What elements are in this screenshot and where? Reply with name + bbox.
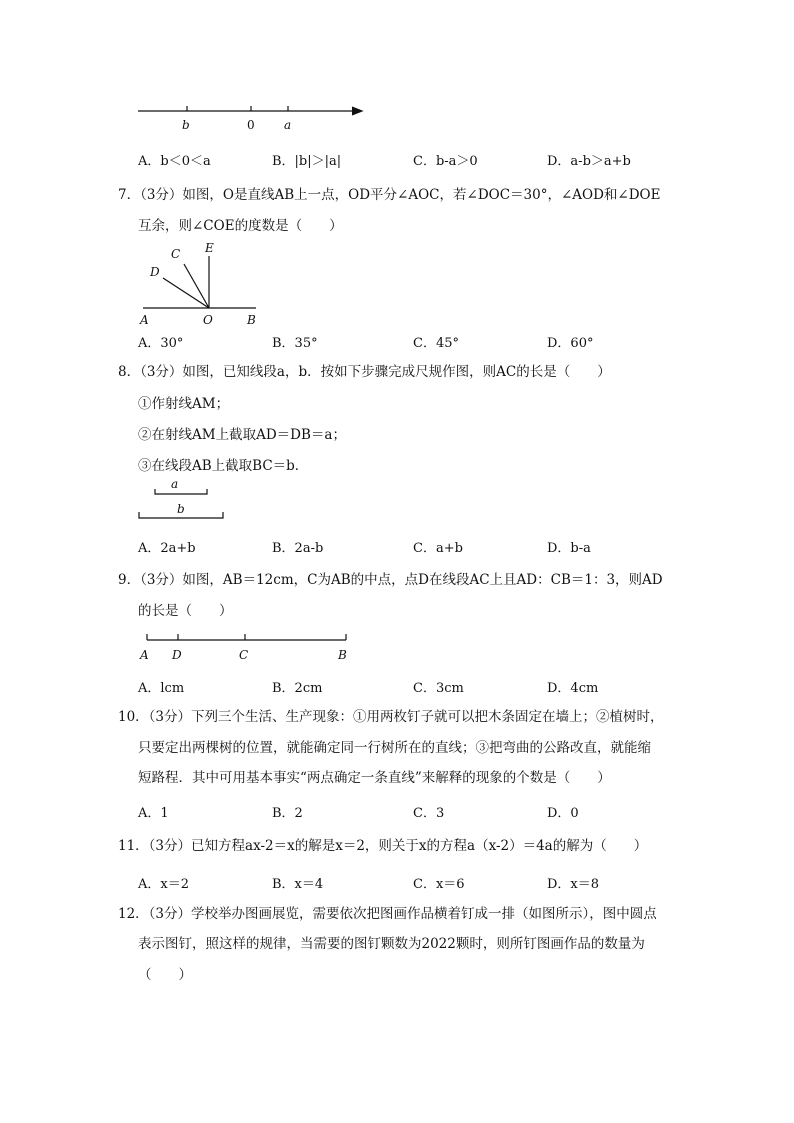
q12-stem-line1: 12．（3分）学校举办图画展览，需要依次把图画作品横着钉成一排（如图所示），图中圆点	[118, 906, 657, 922]
label-c: C	[239, 648, 249, 662]
q9-stem-line1: 9．（3分）如图，AB＝12cm，C为AB的中点，点D在线段AC上且AD：CB＝1：3，则AD	[118, 572, 663, 588]
number-line-label-b: b	[182, 118, 190, 132]
q11-option-d: D．x＝8	[547, 877, 600, 892]
q11-option-b: B．x＝4	[272, 877, 324, 892]
q11-option-c: C．x＝6	[413, 877, 465, 892]
q8-option-b: B．2a-b	[272, 541, 324, 556]
q9-option-b: B．2cm	[272, 681, 323, 696]
q6-option-d: D．a-b＞a+b	[547, 154, 631, 169]
q7-option-c: C．45°	[413, 336, 459, 351]
label-c: C	[171, 247, 181, 261]
q11-option-a: A．x＝2	[138, 877, 189, 892]
q10-stem-line2: 只要定出两棵树的位置，就能确定同一行树所在的直线；③把弯曲的公路改直，就能缩	[138, 740, 651, 756]
q6-option-c: C．b-a＞0	[413, 154, 478, 169]
q8-step1: ①作射线AM；	[138, 396, 230, 412]
segment-adcb-figure	[135, 628, 365, 664]
q7-option-a: A．30°	[138, 336, 184, 351]
q7-stem-line1: 7．（3分）如图，O是直线AB上一点，OD平分∠AOC，若∠DOC＝30°，∠AOD和∠DOE	[118, 187, 661, 203]
q10-stem-line1: 10．（3分）下列三个生活、生产现象：①用两枚钉子就可以把木条固定在墙上；②植树时，	[118, 709, 664, 725]
q8-option-d: D．b-a	[547, 541, 591, 556]
q7-stem-line2: 互余，则∠COE的度数是（ ）	[138, 218, 343, 234]
q6-option-b: B．|b|＞|a|	[272, 154, 342, 169]
label-o: O	[203, 313, 213, 327]
q9-option-d: D．4cm	[547, 681, 599, 696]
segment-a	[155, 489, 207, 494]
q9-option-c: C．3cm	[413, 681, 464, 696]
q7-option-b: B．35°	[272, 336, 318, 351]
q8-stem: 8．（3分）如图，已知线段a，b．按如下步骤完成尺规作图，则AC的长是（ ）	[118, 364, 611, 380]
ray-oc	[184, 264, 209, 308]
segments-figure	[135, 474, 235, 524]
label-a: A	[140, 648, 149, 662]
label-d: D	[172, 648, 182, 662]
q6-option-a: A．b＜0＜a	[138, 154, 211, 169]
angle-figure	[135, 238, 270, 328]
q7-option-d: D．60°	[547, 336, 594, 351]
q9-option-a: A．lcm	[138, 681, 185, 696]
label-b: B	[247, 313, 256, 327]
q8-option-a: A．2a+b	[138, 541, 196, 556]
q9-stem-line2: 的长是（ ）	[138, 603, 233, 619]
ray-od	[163, 278, 209, 308]
number-line-label-a: a	[284, 118, 292, 132]
q8-option-c: C．a+b	[413, 541, 463, 556]
number-line-figure	[130, 98, 380, 138]
label-d: D	[150, 265, 160, 279]
q10-option-b: B．2	[272, 806, 303, 821]
q12-stem-line3: （ ）	[138, 967, 192, 983]
segment-a-label: a	[171, 477, 179, 491]
segment-b-label: b	[177, 502, 185, 516]
q8-step3: ③在线段AB上截取BC＝b．	[138, 458, 309, 474]
q11-stem: 11．（3分）已知方程ax-2＝x的解是x＝2，则关于x的方程a（x-2）＝4a的解为（ ）	[118, 838, 648, 854]
number-line-arrow	[352, 107, 362, 115]
q12-stem-line2: 表示图钉，照这样的规律，当需要的图钉颗数为2022颗时，则所钉图画作品的数量为	[138, 936, 645, 952]
q8-step2: ②在射线AM上截取AD＝DB＝a；	[138, 427, 346, 443]
label-a: A	[140, 313, 149, 327]
q10-stem-line3: 短路程．其中可用基本事实“两点确定一条直线”来解释的现象的个数是（ ）	[138, 770, 611, 786]
q10-option-d: D．0	[547, 806, 579, 821]
label-b: B	[338, 648, 347, 662]
q10-option-a: A．1	[138, 806, 169, 821]
number-line-label-zero: 0	[247, 118, 255, 132]
label-e: E	[205, 241, 214, 255]
q10-option-c: C．3	[413, 806, 445, 821]
